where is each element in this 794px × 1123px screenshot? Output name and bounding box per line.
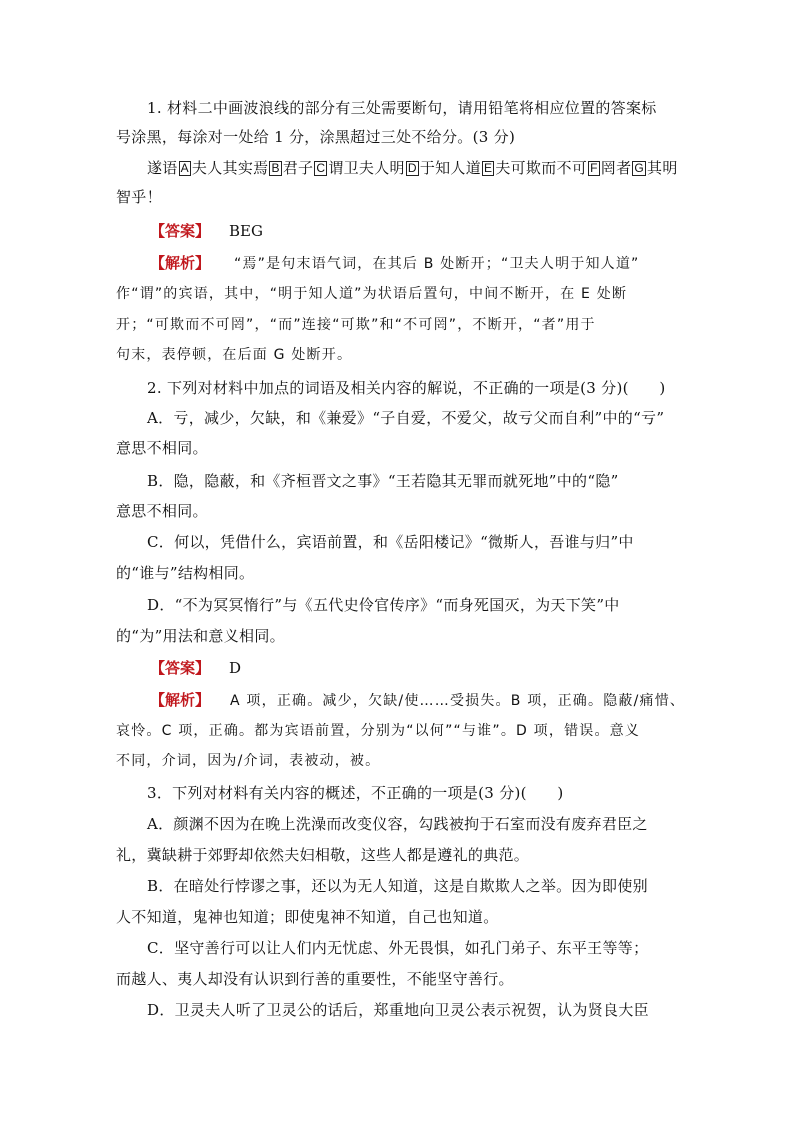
q2-option-b-cont: 意思不相同。 <box>116 502 208 520</box>
sentence-fragment: 谓卫夫人明 <box>328 159 405 177</box>
q1-stem-line2: 号涂黑，每涂对一处给 1 分，涂黑超过三处不给分。(3 分) <box>116 128 516 146</box>
q3-option-b: B．在暗处行悖谬之事，还以为无人知道，这是自欺欺人之举。因为即使别 <box>147 877 648 895</box>
answer-marker-b[interactable]: B <box>271 161 280 175</box>
sentence-fragment: 君子 <box>282 159 314 177</box>
q2-option-d-cont: 的“为”用法和意义相同。 <box>116 627 285 645</box>
explanation-label: 【解析】 <box>150 691 211 709</box>
sentence-fragment: 其明 <box>647 159 678 177</box>
q2-option-a: A．亏，减少，欠缺，和《兼爱》“子自爱，不爱父，故亏父而自利”中的“亏” <box>147 409 665 427</box>
answer-marker-c[interactable]: C <box>316 161 326 175</box>
sentence-fragment: 遂语 <box>147 159 178 177</box>
sentence-fragment: 夫可欺而不可 <box>495 159 588 177</box>
q1-sentence-line2: 智乎！ <box>116 188 162 206</box>
explanation-line: 不同，介词，因为/介词，表被动，被。 <box>116 753 381 769</box>
q2-option-c-cont: 的“谁与”结构相同。 <box>116 564 255 582</box>
explanation-line: A 项，正确。减少，欠缺/使……受损失。B 项，正确。隐蔽/痛惜、 <box>230 693 686 709</box>
explanation-line: 开；“可欺而不可罔”，“而”连接“可欺”和“不可罔”，不断开，“者”用于 <box>116 317 596 333</box>
answer-label: 【答案】 <box>150 222 211 240</box>
explanation-line: “焉”是句末语气词，在其后 B 处断开；“卫夫人明于知人道” <box>234 256 640 272</box>
q3-option-b-cont: 人不知道，鬼神也知道；即使鬼神不知道，自己也知道。 <box>116 908 499 926</box>
q2-option-d: D．“不为冥冥惰行”与《五代史伶官传序》“而身死国灭，为天下笑”中 <box>147 596 620 614</box>
answer-marker-a[interactable]: A <box>180 161 189 175</box>
q1-sentence <box>147 158 682 178</box>
answer-value: BEG <box>229 222 263 240</box>
q3-option-d: D．卫灵夫人听了卫灵公的话后，郑重地向卫灵公表示祝贺，认为贤良大臣 <box>147 1001 649 1019</box>
explanation-line: 作“谓”的宾语，其中，“明于知人道”为状语后置句，中间不断开，在 E 处断 <box>116 286 628 302</box>
sentence-fragment: 于知人道 <box>419 159 482 177</box>
q3-option-c-cont: 而越人、夷人却没有认识到行善的重要性，不能坚守善行。 <box>116 970 514 988</box>
explanation-line: 句末，表停顿，在后面 G 处断开。 <box>116 347 353 363</box>
q2-option-c: C．何以，凭借什么，宾语前置，和《岳阳楼记》“微斯人，吾谁与归”中 <box>147 533 634 551</box>
answer-label: 【答案】 <box>150 659 211 677</box>
q3-option-c: C．坚守善行可以让人们内无忧虑、外无畏惧，如孔门弟子、东平王等等； <box>147 939 649 957</box>
q3-option-a: A．颜渊不因为在晚上洗澡而改变仪容，勾践被拘于石室而没有废弃君臣之 <box>147 815 648 833</box>
explanation-label: 【解析】 <box>150 254 211 272</box>
sentence-fragment: 夫人其实焉 <box>191 159 269 177</box>
answer-marker-g[interactable]: G <box>634 161 645 175</box>
q2-option-b: B．隐，隐蔽，和《齐桓晋文之事》“王若隐其无罪而就死地”中的“隐” <box>147 472 619 490</box>
explanation-line: 哀怜。C 项，正确。都为宾语前置，分别为“以何”“与谁”。D 项，错误。意义 <box>116 723 641 739</box>
answer-marker-d[interactable]: D <box>407 161 417 175</box>
q3-stem: 3．下列对材料有关内容的概述，不正确的一项是(3 分)( ) <box>147 784 564 802</box>
q1-stem-line1: 1. 材料二中画波浪线的部分有三处需要断句，请用铅笔将相应位置的答案标 <box>147 99 657 117</box>
answer-marker-e[interactable]: E <box>484 161 493 175</box>
sentence-fragment: 罔者 <box>600 159 632 177</box>
answer-value: D <box>229 659 242 677</box>
q3-option-a-cont: 礼，冀缺耕于郊野却依然夫妇相敬，这些人都是遵礼的典范。 <box>116 846 530 864</box>
answer-marker-f[interactable]: F <box>590 161 598 175</box>
q2-stem: 2. 下列对材料中加点的词语及相关内容的解说，不正确的一项是(3 分)( ) <box>147 379 666 397</box>
q2-option-a-cont: 意思不相同。 <box>116 439 208 457</box>
